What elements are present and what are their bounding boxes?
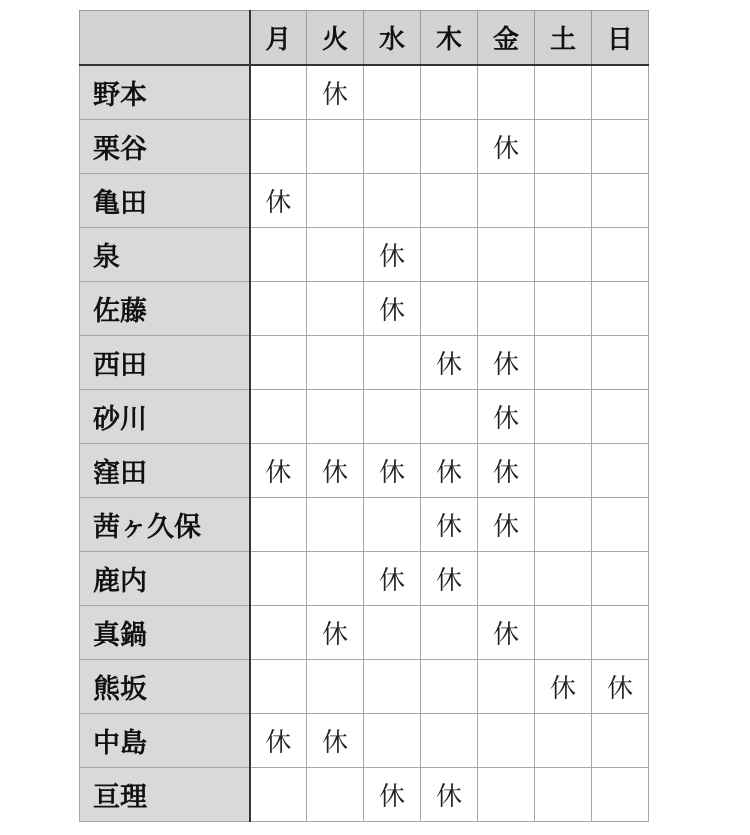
table-row xyxy=(80,282,649,336)
row-name-cell[interactable]: 佐藤 xyxy=(80,282,250,336)
row-name-cell[interactable]: 茜ヶ久保 xyxy=(80,498,250,552)
cell-fri[interactable]: 休 xyxy=(478,444,535,498)
cell-wed[interactable] xyxy=(364,714,421,768)
cell-sun[interactable] xyxy=(592,606,649,660)
cell-tue[interactable] xyxy=(307,336,364,390)
cell-thu[interactable] xyxy=(421,282,478,336)
cell-sun[interactable] xyxy=(592,768,649,822)
cell-sat[interactable]: 休 xyxy=(535,660,592,714)
table-row xyxy=(80,768,649,822)
cell-wed[interactable] xyxy=(364,336,421,390)
cell-mon[interactable] xyxy=(250,768,307,822)
cell-sat[interactable] xyxy=(535,282,592,336)
cell-wed[interactable]: 休 xyxy=(364,768,421,822)
cell-thu[interactable] xyxy=(421,606,478,660)
cell-wed[interactable] xyxy=(364,390,421,444)
cell-thu[interactable] xyxy=(421,390,478,444)
cell-thu[interactable]: 休 xyxy=(421,444,478,498)
cell-sat[interactable] xyxy=(535,444,592,498)
cell-tue[interactable] xyxy=(307,390,364,444)
row-name-cell[interactable]: 熊坂 xyxy=(80,660,250,714)
cell-sat[interactable] xyxy=(535,336,592,390)
cell-sun[interactable] xyxy=(592,120,649,174)
cell-sun[interactable] xyxy=(592,282,649,336)
cell-tue[interactable] xyxy=(307,120,364,174)
cell-sun[interactable]: 休 xyxy=(592,660,649,714)
cell-thu[interactable] xyxy=(421,174,478,228)
cell-wed[interactable] xyxy=(364,65,421,120)
table-row xyxy=(80,174,649,228)
cell-thu[interactable]: 休 xyxy=(421,552,478,606)
table-row xyxy=(80,65,649,120)
cell-mon[interactable] xyxy=(250,498,307,552)
cell-sat[interactable] xyxy=(535,390,592,444)
cell-tue[interactable] xyxy=(307,228,364,282)
schedule-table xyxy=(79,10,649,822)
header-day-wed[interactable]: 水 xyxy=(364,11,421,66)
cell-sat[interactable] xyxy=(535,606,592,660)
cell-fri[interactable] xyxy=(478,768,535,822)
header-day-sat[interactable]: 土 xyxy=(535,11,592,66)
cell-sun[interactable] xyxy=(592,444,649,498)
row-name-cell[interactable]: 亘理 xyxy=(80,768,250,822)
cell-thu[interactable] xyxy=(421,65,478,120)
cell-sat[interactable] xyxy=(535,174,592,228)
header-corner-cell[interactable] xyxy=(80,11,250,66)
cell-tue[interactable]: 休 xyxy=(307,606,364,660)
cell-fri[interactable]: 休 xyxy=(478,606,535,660)
row-name-cell[interactable]: 窪田 xyxy=(80,444,250,498)
cell-wed[interactable] xyxy=(364,174,421,228)
cell-tue[interactable]: 休 xyxy=(307,65,364,120)
row-name-cell[interactable]: 西田 xyxy=(80,336,250,390)
cell-sun[interactable] xyxy=(592,390,649,444)
row-name-cell[interactable]: 鹿内 xyxy=(80,552,250,606)
cell-wed[interactable] xyxy=(364,660,421,714)
cell-tue[interactable] xyxy=(307,498,364,552)
table-row xyxy=(80,552,649,606)
cell-fri[interactable] xyxy=(478,282,535,336)
cell-sun[interactable] xyxy=(592,714,649,768)
cell-mon[interactable] xyxy=(250,552,307,606)
cell-mon[interactable]: 休 xyxy=(250,444,307,498)
cell-fri[interactable] xyxy=(478,174,535,228)
cell-sun[interactable] xyxy=(592,65,649,120)
cell-thu[interactable] xyxy=(421,120,478,174)
cell-sat[interactable] xyxy=(535,228,592,282)
cell-fri[interactable]: 休 xyxy=(478,120,535,174)
cell-fri[interactable] xyxy=(478,552,535,606)
cell-mon[interactable] xyxy=(250,660,307,714)
cell-sun[interactable] xyxy=(592,498,649,552)
cell-sat[interactable] xyxy=(535,714,592,768)
cell-tue[interactable] xyxy=(307,768,364,822)
cell-wed[interactable] xyxy=(364,498,421,552)
cell-tue[interactable] xyxy=(307,282,364,336)
cell-sun[interactable] xyxy=(592,228,649,282)
cell-fri[interactable]: 休 xyxy=(478,390,535,444)
cell-fri[interactable]: 休 xyxy=(478,336,535,390)
cell-sun[interactable] xyxy=(592,552,649,606)
row-name-cell[interactable]: 中島 xyxy=(80,714,250,768)
schedule-sheet xyxy=(79,10,647,822)
cell-sat[interactable] xyxy=(535,498,592,552)
header-day-tue[interactable]: 火 xyxy=(307,11,364,66)
schedule-body xyxy=(80,65,649,822)
cell-fri[interactable] xyxy=(478,65,535,120)
cell-mon[interactable] xyxy=(250,282,307,336)
cell-mon[interactable] xyxy=(250,120,307,174)
header-row xyxy=(80,11,649,66)
cell-sat[interactable] xyxy=(535,552,592,606)
row-name-cell[interactable]: 砂川 xyxy=(80,390,250,444)
cell-sat[interactable] xyxy=(535,120,592,174)
cell-mon[interactable] xyxy=(250,606,307,660)
cell-wed[interactable]: 休 xyxy=(364,444,421,498)
row-name-cell[interactable]: 亀田 xyxy=(80,174,250,228)
cell-tue[interactable] xyxy=(307,660,364,714)
cell-thu[interactable]: 休 xyxy=(421,336,478,390)
header-day-fri[interactable]: 金 xyxy=(478,11,535,66)
cell-tue[interactable]: 休 xyxy=(307,714,364,768)
cell-fri[interactable] xyxy=(478,714,535,768)
cell-fri[interactable] xyxy=(478,660,535,714)
cell-wed[interactable]: 休 xyxy=(364,228,421,282)
row-name-cell[interactable]: 野本 xyxy=(80,65,250,120)
cell-thu[interactable]: 休 xyxy=(421,768,478,822)
cell-mon[interactable] xyxy=(250,336,307,390)
cell-mon[interactable] xyxy=(250,390,307,444)
table-row xyxy=(80,228,649,282)
table-row xyxy=(80,444,649,498)
table-row xyxy=(80,498,649,552)
header-day-sun[interactable]: 日 xyxy=(592,11,649,66)
table-row xyxy=(80,714,649,768)
cell-thu[interactable] xyxy=(421,714,478,768)
cell-sat[interactable] xyxy=(535,768,592,822)
table-row xyxy=(80,120,649,174)
cell-sat[interactable] xyxy=(535,65,592,120)
cell-mon[interactable] xyxy=(250,228,307,282)
cell-wed[interactable] xyxy=(364,606,421,660)
cell-wed[interactable]: 休 xyxy=(364,552,421,606)
cell-wed[interactable]: 休 xyxy=(364,282,421,336)
cell-mon[interactable]: 休 xyxy=(250,714,307,768)
row-name-cell[interactable]: 泉 xyxy=(80,228,250,282)
table-row xyxy=(80,660,649,714)
cell-mon[interactable] xyxy=(250,65,307,120)
cell-thu[interactable]: 休 xyxy=(421,498,478,552)
header-day-thu[interactable]: 木 xyxy=(421,11,478,66)
cell-sun[interactable] xyxy=(592,336,649,390)
row-name-cell[interactable]: 栗谷 xyxy=(80,120,250,174)
cell-tue[interactable]: 休 xyxy=(307,444,364,498)
cell-mon[interactable]: 休 xyxy=(250,174,307,228)
table-row xyxy=(80,336,649,390)
cell-wed[interactable] xyxy=(364,120,421,174)
cell-fri[interactable] xyxy=(478,228,535,282)
cell-fri[interactable]: 休 xyxy=(478,498,535,552)
row-name-cell[interactable]: 真鍋 xyxy=(80,606,250,660)
table-row xyxy=(80,606,649,660)
cell-sun[interactable] xyxy=(592,174,649,228)
cell-thu[interactable] xyxy=(421,228,478,282)
table-row xyxy=(80,390,649,444)
cell-tue[interactable] xyxy=(307,174,364,228)
header-day-mon[interactable]: 月 xyxy=(250,11,307,66)
cell-tue[interactable] xyxy=(307,552,364,606)
cell-thu[interactable] xyxy=(421,660,478,714)
